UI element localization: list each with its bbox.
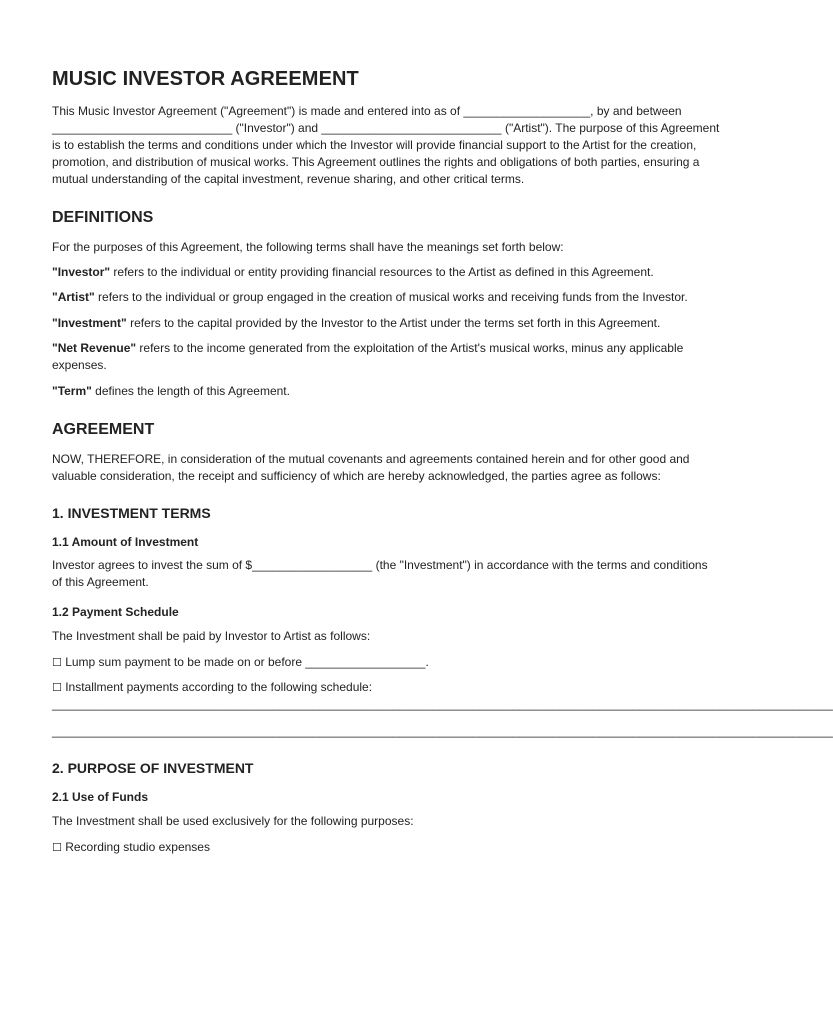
agreement-paragraph: NOW, THEREFORE, in consideration of the mutual covenants and agreements contained herein and for other good and valuable consideration, the receipt and sufficiency of which are hereby acknowledged, the parties agree as follows: [52,452,690,483]
section-2-heading: 2. PURPOSE OF INVESTMENT [52,760,254,776]
document-title: MUSIC INVESTOR AGREEMENT [52,68,359,90]
payment-schedule-paragraph: The Investment shall be paid by Investor to Artist as follows: [52,629,371,643]
lump-sum-option[interactable] [52,654,720,671]
definition-term: "Term" [52,384,92,398]
definition-text: refers to the capital provided by the Investor to the Artist under the terms set forth in this Agreement. [126,316,661,330]
definition-term: "Artist" [52,290,95,304]
recording-studio-option[interactable] [52,839,720,856]
section-1-1-heading: 1.1 Amount of Investment [52,535,199,549]
installment-option[interactable] [52,679,720,696]
definition-text: defines the length of this Agreement. [91,384,290,398]
checkbox-icon[interactable]: ☐ [52,681,62,694]
definition-term-item [52,383,720,400]
definition-term: "Net Revenue" [52,341,137,355]
definitions-heading: DEFINITIONS [52,209,154,226]
checkbox-icon[interactable]: ☐ [52,656,62,669]
definition-investor [52,264,720,281]
option-label: Lump sum payment to be made on or before __________________. [61,655,429,669]
definitions-lead: For the purposes of this Agreement, the following terms shall have the meanings set forth below: [52,240,564,254]
option-label: Recording studio expenses [61,840,210,854]
section-2-1-heading: 2.1 Use of Funds [52,790,149,804]
definition-term: "Investment" [52,316,127,330]
schedule-blank-line[interactable]: _____________________________________________________________________________________________________________________ [52,697,833,711]
definition-text: refers to the individual or group engaged in the creation of musical works and receiving funds from the Investor. [94,290,688,304]
investment-amount-paragraph: Investor agrees to invest the sum of $__________________ (the "Investment") in accordance with the terms and conditions of this Agreement. [52,558,708,589]
schedule-blank-line[interactable]: _____________________________________________________________________________________________________________________ [52,724,833,738]
section-1-heading: 1. INVESTMENT TERMS [52,505,211,521]
intro-paragraph: This Music Investor Agreement ("Agreement") is made and entered into as of ___________________, by and between ___________________________ ("Investor") and ___________________________ ("Artist"). The purpose of this Agreement is to establish the terms and conditions under which the Investor will provide financial support to the Artist for the creation, promotion, and distribution of musical works. This Agreement outlines the rights and obligations of both parties, ensuring a mutual understanding of the capital investment, revenue sharing, and other critical terms. [52,104,720,186]
definition-artist [52,289,720,306]
option-label: Installment payments according to the following schedule: [61,680,373,694]
definition-text: refers to the income generated from the exploitation of the Artist's musical works, minus any applicable expenses. [52,341,684,372]
checkbox-icon[interactable]: ☐ [52,841,62,854]
definition-net-revenue [52,340,720,374]
use-of-funds-paragraph: The Investment shall be used exclusively for the following purposes: [52,814,414,828]
agreement-heading: AGREEMENT [52,421,155,438]
section-1-2-heading: 1.2 Payment Schedule [52,605,179,619]
document-page [52,68,833,856]
definition-text: refers to the individual or entity providing financial resources to the Artist as defined in this Agreement. [110,265,654,279]
definition-term: "Investor" [52,265,111,279]
definition-investment [52,315,720,332]
